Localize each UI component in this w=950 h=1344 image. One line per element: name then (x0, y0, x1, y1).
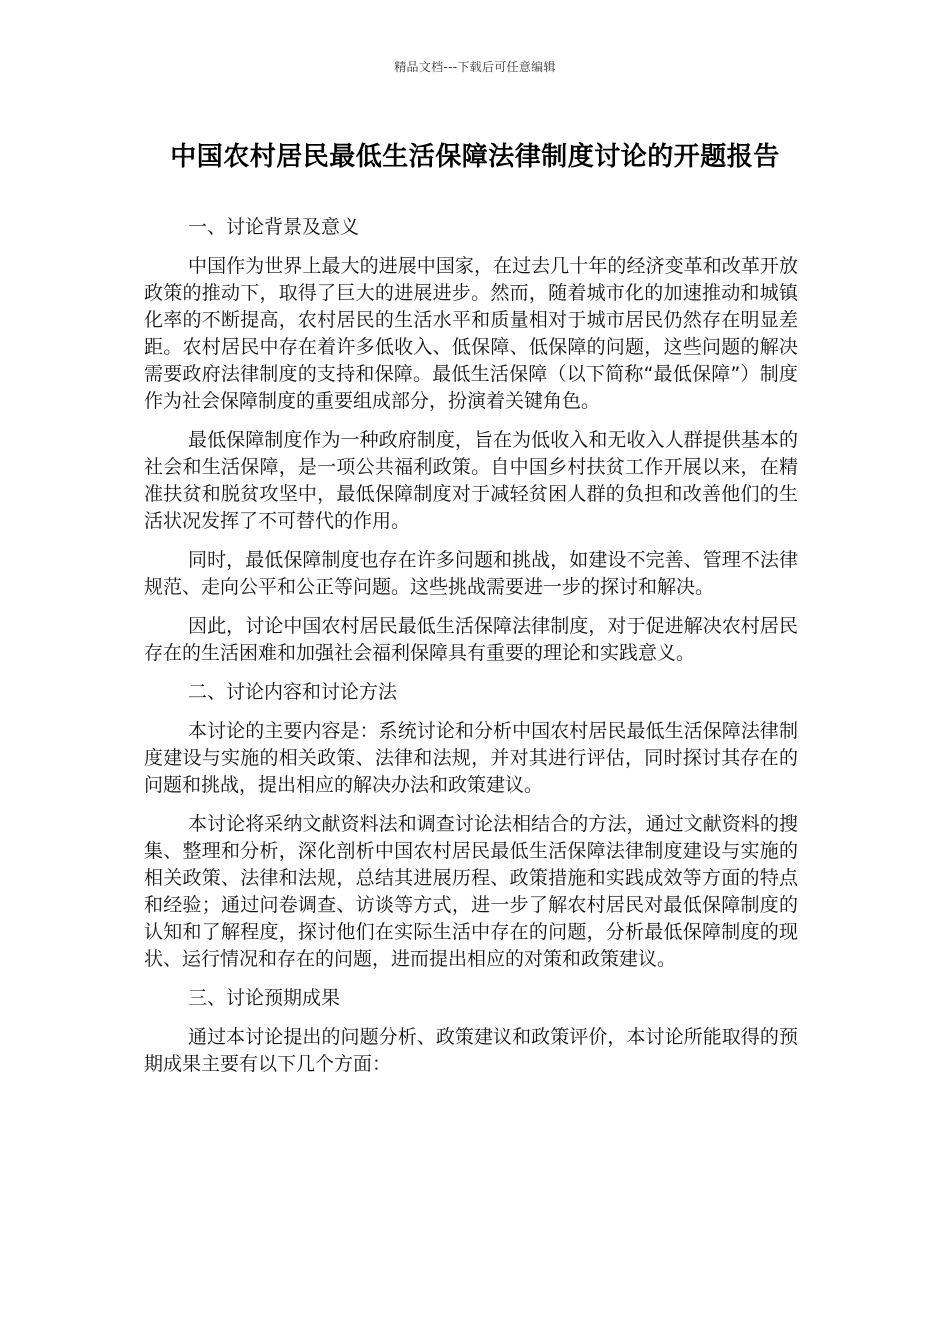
paragraph: 最低保障制度作为一种政府制度，旨在为低收入和无收入人群提供基本的社会和生活保障，是一项公共福利政策。自中国乡村扶贫工作开展以来，在精准扶贫和脱贫攻坚中，最低保障制度对于减轻贫困人群的负担和改善他们的生活状况发挥了不可替代的作用。 (144, 429, 798, 532)
header-note: 精品文档---下载后可任意编辑 (394, 60, 556, 74)
document-title: 中国农村居民最低生活保障法律制度讨论的开题报告 (170, 142, 780, 172)
paragraph: 本讨论将采纳文献资料法和调查讨论法相结合的方法，通过文献资料的搜集、整理和分析，深化剖析中国农村居民最低生活保障法律制度建设与实施的相关政策、法律和法规，总结其进展历程、政策措施和实践成效等方面的特点和经验；通过问卷调查、访谈等方式，进一步了解农村居民对最低保障制度的认知和了解程度，探讨他们在实际生活中存在的问题，分析最低保障制度的现状、运行情况和存在的问题，进而提出相应的对策和政策建议。 (144, 813, 798, 970)
paragraph: 通过本讨论提出的问题分析、政策建议和政策评价，本讨论所能取得的预期成果主要有以下几个方面： (144, 1026, 798, 1075)
paragraph: 同时，最低保障制度也存在许多问题和挑战，如建设不完善、管理不法律规范、走向公平和公正等问题。这些挑战需要进一步的探讨和解决。 (144, 549, 798, 598)
paragraph: 中国作为世界上最大的进展中国家，在过去几十年的经济变革和改革开放政策的推动下，取得了巨大的进展进步。然而，随着城市化的加速推动和城镇化率的不断提高，农村居民的生活水平和质量相对于城市居民仍然存在明显差距。农村居民中存在着许多低收入、低保障、低保障的问题，这些问题的解决需要政府法律制度的支持和保障。最低生活保障（以下简称“最低保障”）制度作为社会保障制度的重要组成部分，扮演着关键角色。 (144, 255, 798, 412)
paragraph: 因此，讨论中国农村居民最低生活保障法律制度，对于促进解决农村居民存在的生活困难和加强社会福利保障具有重要的理论和实践意义。 (144, 615, 798, 664)
section-heading-expected-results: 三、讨论预期成果 (188, 987, 341, 1009)
section-heading-content-method: 二、讨论内容和讨论方法 (188, 681, 398, 703)
paragraph: 本讨论的主要内容是：系统讨论和分析中国农村居民最低生活保障法律制度建设与实施的相关政策、法律和法规，并对其进行评估，同时探讨其存在的问题和挑战，提出相应的解决办法和政策建议。 (144, 720, 798, 796)
section-heading-background: 一、讨论背景及意义 (188, 216, 360, 238)
document-body (144, 214, 798, 1090)
